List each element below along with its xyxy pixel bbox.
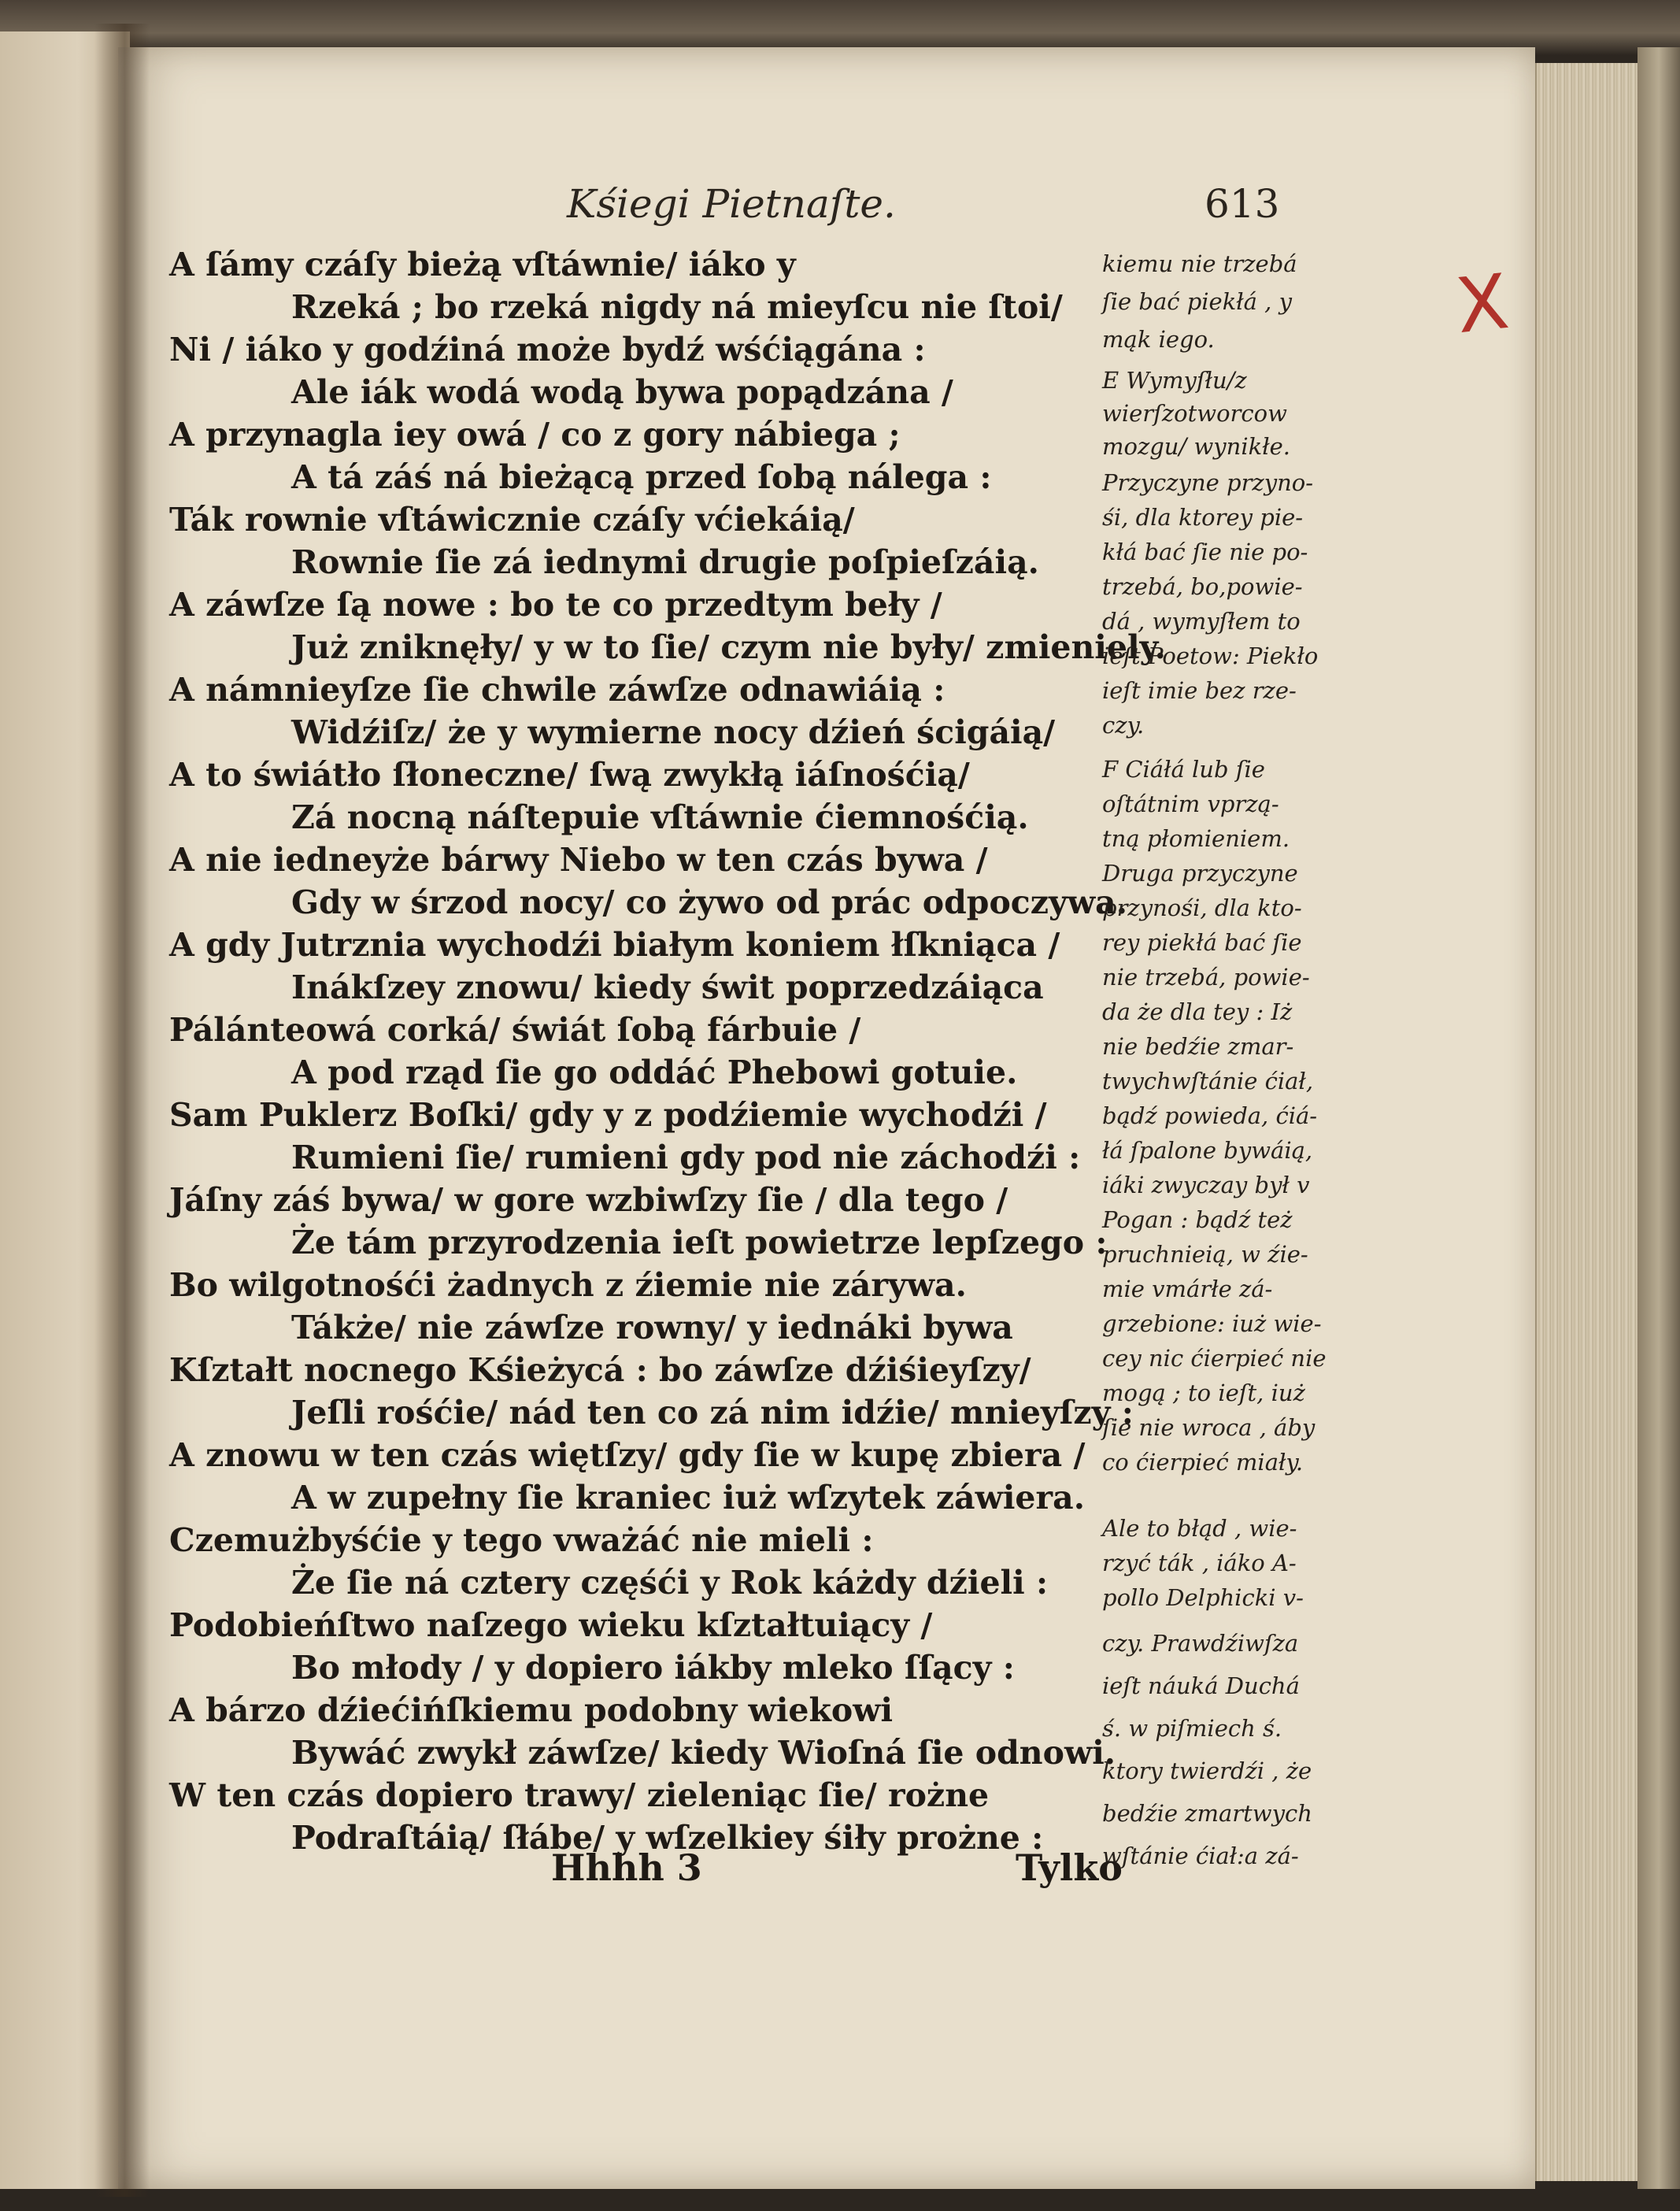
- verse-line: A to świátło ſłoneczne/ ſwą zwykłą iáſnośćią/: [169, 756, 970, 794]
- margin-note-line: grzebione: iuż wie-: [1102, 1310, 1322, 1337]
- verse-line: Ták rownie vſtáwicznie czáſy vćiekáią/: [169, 501, 855, 539]
- margin-note-line: da że dla tey : Iż: [1102, 998, 1293, 1025]
- margin-note-line: wſtánie ćiał:a zá-: [1102, 1842, 1299, 1869]
- verse-line: A tá záś ná bieżącą przed ſobą nálega :: [291, 458, 992, 496]
- margin-note-line: E Wymyſłu/z: [1102, 367, 1247, 394]
- margin-note-line: łá ſpalone bywáią,: [1102, 1137, 1313, 1164]
- margin-note-line: dá , wymyſłem to: [1102, 608, 1301, 635]
- verse-line: Rzeká ; bo rzeká nigdy ná mieyſcu nie ſtoi/: [291, 288, 1063, 326]
- signature-mark: Hhhh 3: [551, 1846, 702, 1889]
- verse-line: Rownie ſie zá iednymi drugie poſpieſzáią.: [291, 543, 1039, 581]
- margin-note-line: ſie nie wroca , áby: [1102, 1414, 1316, 1441]
- margin-note-line: pollo Delphicki v-: [1102, 1584, 1304, 1611]
- verse-line: A bárzo dźiećińſkiemu podobny wiekowi: [169, 1691, 894, 1729]
- verse-line: A nie iedneyże bárwy Niebo w ten czás bywa /: [169, 841, 988, 879]
- verse-line: A ſámy czáſy bieżą vſtáwnie/ iáko y: [169, 246, 796, 283]
- verse-line: Bywáć zwykł záwſze/ kiedy Wioſná ſie odnowi.: [291, 1734, 1116, 1772]
- margin-note-line: nie bedźie zmar-: [1102, 1033, 1294, 1060]
- margin-note-line: czy. Prawdźiwſza: [1102, 1630, 1299, 1657]
- verse-line: Ni / iáko y godźiná może bydź wśćiągána :: [169, 331, 926, 368]
- margin-note-line: bądź powieda, ćiá-: [1102, 1102, 1318, 1129]
- margin-note-line: Ale to błąd , wie-: [1102, 1515, 1297, 1542]
- margin-note-line: pruchnieią, w źie-: [1102, 1241, 1308, 1268]
- verse-line: Widźiſz/ że y wymierne nocy dźień ścigáią/: [291, 713, 1056, 751]
- margin-note-line: cey nic ćierpieć nie: [1102, 1345, 1327, 1372]
- verse-line: A przynagla iey owá / co z gory nábiega ;: [169, 416, 901, 454]
- verse-line: W ten czás dopiero trawy/ zieleniąc ſie/ rożne: [169, 1776, 990, 1814]
- verse-line: Podobieńſtwo naſzego wieku kſztałtuiący /: [169, 1606, 933, 1644]
- verse-line: A gdy Jutrznia wychodźi białym koniem łſkniąca /: [169, 926, 1060, 964]
- margin-note-line: Druga przyczyne: [1102, 860, 1298, 887]
- margin-note-line: ieſt Poetow: Piekło: [1102, 643, 1319, 669]
- margin-note-line: mie vmárłe zá-: [1102, 1276, 1273, 1302]
- verse-line: Kſztałt nocnego Kśieżycá : bo záwſze dźiśieyſzy/: [169, 1351, 1031, 1389]
- verse-line: Czemużbyśćie y tego vważáć nie mieli :: [169, 1521, 874, 1559]
- margin-note-line: twychwſtánie ćiał,: [1102, 1068, 1314, 1094]
- margin-note-line: iáki zwyczay był v: [1102, 1172, 1310, 1198]
- page-number: 613: [1204, 181, 1280, 227]
- catchword: Tylko: [1016, 1846, 1123, 1889]
- cover-edge: [1637, 47, 1680, 2189]
- margin-note-line: mogą ; to ieſt, iuż: [1102, 1380, 1305, 1406]
- verse-line: Tákże/ nie záwſze rowny/ y iednáki bywa: [291, 1309, 1013, 1346]
- margin-note-line: mąk iego.: [1102, 326, 1215, 353]
- verse-line: Rumieni ſie/ rumieni gdy pod nie záchodźi :: [291, 1139, 1081, 1176]
- verse-line: Pálánteowá corká/ świát ſobą fárbuie /: [169, 1011, 861, 1049]
- verse-line: Że tám przyrodzenia ieſt powietrze lepſzego :: [291, 1224, 1108, 1261]
- running-title: Kśiegi Pietnaſte.: [567, 181, 896, 227]
- verse-line: Ale iák wodá wodą bywa popądzána /: [291, 373, 953, 411]
- verse-line: A w zupełny ſie kraniec iuż wſzytek záwiera.: [291, 1479, 1085, 1517]
- verse-line: A pod rząd ſie go oddáć Phebowi gotuie.: [291, 1054, 1018, 1091]
- margin-note-line: czy.: [1102, 712, 1145, 739]
- verse-line: A znowu w ten czás więtſzy/ gdy ſie w kupę zbiera /: [169, 1436, 1086, 1474]
- margin-note-line: ktory twierdźi , że: [1102, 1757, 1312, 1784]
- red-ink-mark: X: [1452, 257, 1513, 351]
- verse-line: A záwſze ſą nowe : bo te co przedtym beły /: [169, 586, 942, 624]
- margin-note-line: oſtátnim vprzą-: [1102, 791, 1279, 817]
- verse-line: Już zniknęły/ y w to ſie/ czym nie były/ zmieniely.: [291, 628, 1166, 666]
- margin-note-line: F Ciáłá lub ſie: [1102, 756, 1265, 783]
- verse-line: Gdy w śrzod nocy/ co żywo od prác odpoczywa.: [291, 883, 1127, 921]
- verse-line: Jáſny záś bywa/ w gore wzbiwſzy ſie / dla tego /: [169, 1181, 1008, 1219]
- margin-note-line: ieſt imie bez rze-: [1102, 677, 1297, 704]
- margin-note-line: kiemu nie trzebá: [1102, 250, 1297, 277]
- margin-note-line: śi, dla ktorey pie-: [1102, 504, 1304, 531]
- margin-note-line: tną płomieniem.: [1102, 825, 1290, 852]
- margin-note-line: przynośi, dla kto-: [1102, 894, 1302, 921]
- margin-note-line: wierſzotworcow: [1102, 400, 1287, 427]
- verse-line: Że ſie ná cztery częśći y Rok káżdy dźieli :: [291, 1564, 1049, 1602]
- book-gutter: [94, 24, 150, 2197]
- verse-line: Jeſli rośćie/ nád ten co zá nim idźie/ mnieyſzy :: [291, 1394, 1134, 1431]
- verse-line: Inákſzey znowu/ kiedy świt poprzedzáiąca: [291, 968, 1044, 1006]
- verse-line: Podraſtáią/ ſłábe/ y wſzelkiey śiły prożne :: [291, 1819, 1044, 1857]
- margin-note-line: rzyć ták , iáko A-: [1102, 1550, 1297, 1576]
- margin-note-line: ſie bać piekłá , y: [1102, 288, 1293, 315]
- verse-line: Zá nocną náſtepuie vſtáwnie ćiemnośćią.: [291, 798, 1029, 836]
- verse-line: Sam Puklerz Boſki/ gdy y z podźiemie wychodźi /: [169, 1096, 1047, 1134]
- margin-note-line: rey piekłá bać ſie: [1102, 929, 1302, 956]
- margin-note-line: ieſt náuká Duchá: [1102, 1672, 1300, 1699]
- verse-line: Bo młody / y dopiero iákby mleko ſſący :: [291, 1649, 1015, 1687]
- margin-note-line: ś. w piſmiech ś.: [1102, 1715, 1282, 1742]
- margin-note-line: kłá bać ſie nie po-: [1102, 539, 1308, 565]
- margin-note-line: trzebá, bo,powie-: [1102, 573, 1303, 600]
- margin-note-line: Pogan : bądź też: [1102, 1206, 1293, 1233]
- verse-line: A námnieyſze ſie chwile záwſze odnawiáią :: [169, 671, 945, 709]
- margin-note-line: nie trzebá, powie-: [1102, 964, 1310, 991]
- margin-note-line: Przyczyne przyno-: [1102, 469, 1314, 496]
- margin-note-line: mozgu/ wynikłe.: [1102, 433, 1290, 460]
- margin-note-line: co ćierpieć miały.: [1102, 1449, 1304, 1476]
- margin-note-line: bedźie zmartwych: [1102, 1800, 1312, 1827]
- verse-line: Bo wilgotnośći żadnych z źiemie nie zárywa.: [169, 1266, 967, 1304]
